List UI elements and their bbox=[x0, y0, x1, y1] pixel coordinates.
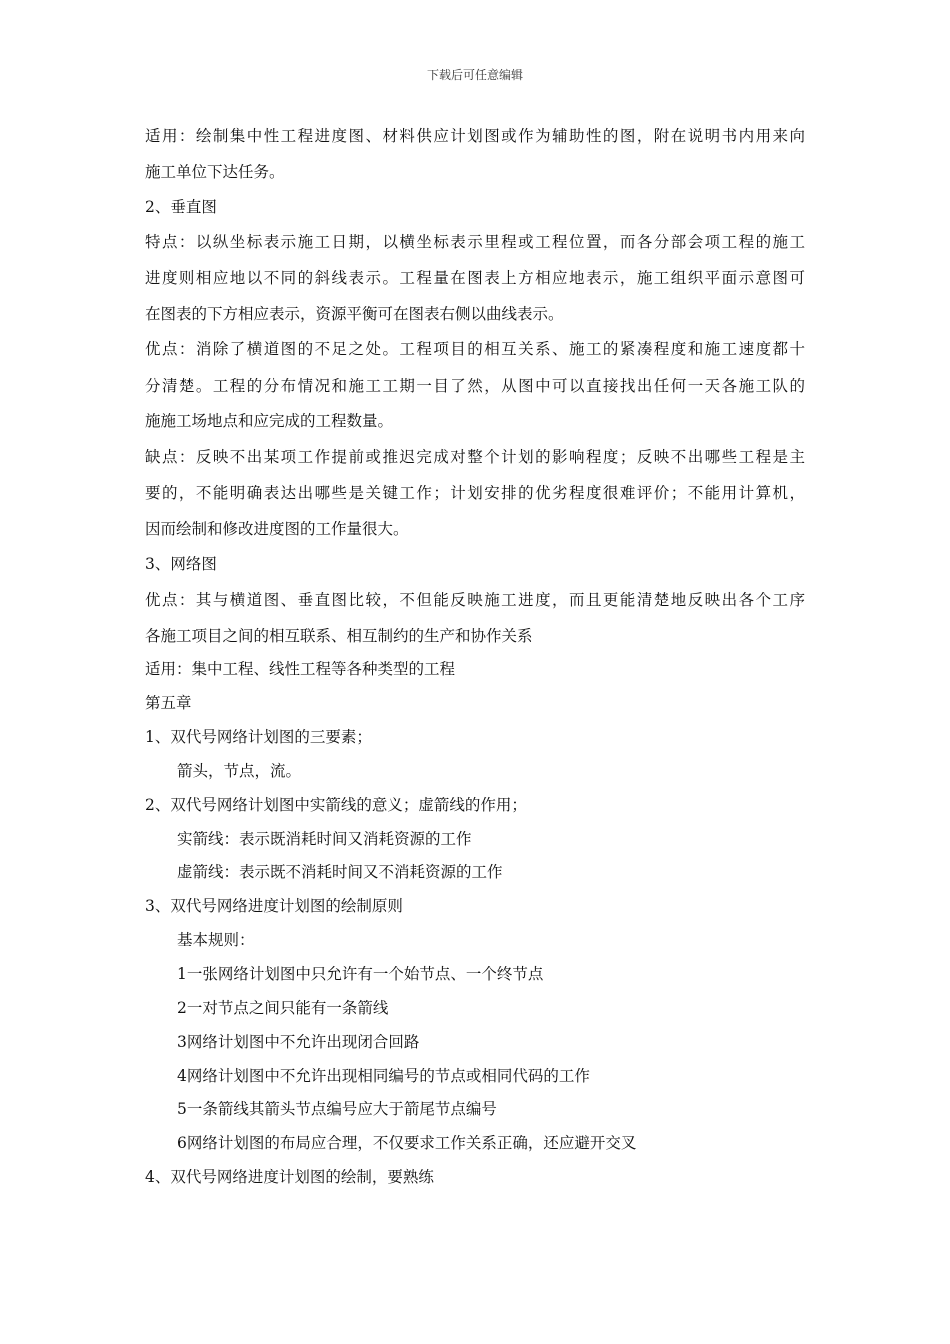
paragraph-line: 优点：消除了横道图的不足之处。工程项目的相互关系、施工的紧凑程度和施工速度都十 bbox=[145, 340, 805, 358]
answer-line: 虚箭线：表示既不消耗时间又不消耗资源的工作 bbox=[177, 863, 503, 881]
paragraph-line: 进度则相应地以不同的斜线表示。工程量在图表上方相应地表示，施工组织平面示意图可 bbox=[145, 269, 805, 287]
answer-line: 基本规则： bbox=[177, 931, 255, 949]
paragraph-line: 各施工项目之间的相互联系、相互制约的生产和协作关系 bbox=[145, 627, 533, 645]
rule-item: 5一条箭线其箭头节点编号应大于箭尾节点编号 bbox=[177, 1100, 497, 1118]
page-header: 下载后可任意编辑 bbox=[426, 68, 523, 82]
answer-line: 实箭线：表示既消耗时间又消耗资源的工作 bbox=[177, 830, 472, 848]
rule-item: 2一对节点之间只能有一条箭线 bbox=[177, 999, 389, 1017]
chapter-heading: 第五章 bbox=[145, 694, 192, 712]
paragraph-line: 缺点：反映不出某项工作提前或推迟完成对整个计划的影响程度；反映不出哪些工程是主 bbox=[145, 448, 805, 466]
paragraph-line: 适用：绘制集中性工程进度图、材料供应计划图或作为辅助性的图，附在说明书内用来向 bbox=[145, 127, 805, 145]
answer-line: 箭头，节点，流。 bbox=[177, 762, 302, 780]
paragraph-line: 要的，不能明确表达出哪些是关键工作；计划安排的优劣程度很难评价；不能用计算机， bbox=[145, 484, 805, 502]
paragraph-line: 施工单位下达任务。 bbox=[145, 163, 285, 181]
paragraph-line: 分清楚。工程的分布情况和施工工期一目了然，从图中可以直接找出任何一天各施工队的 bbox=[145, 377, 805, 395]
rule-item: 1一张网络计划图中只允许有一个始节点、一个终节点 bbox=[177, 965, 544, 983]
paragraph-line: 适用：集中工程、线性工程等各种类型的工程 bbox=[145, 660, 456, 678]
question-item: 4、双代号网络进度计划图的绘制，要熟练 bbox=[145, 1168, 434, 1186]
question-item: 2、双代号网络计划图中实箭线的意义；虚箭线的作用； bbox=[145, 796, 527, 814]
rule-item: 4网络计划图中不允许出现相同编号的节点或相同代码的工作 bbox=[177, 1067, 590, 1085]
paragraph-line: 在图表的下方相应表示，资源平衡可在图表右侧以曲线表示。 bbox=[145, 305, 564, 323]
question-item: 3、双代号网络进度计划图的绘制原则 bbox=[145, 897, 403, 915]
section-heading: 3、网络图 bbox=[145, 555, 217, 573]
paragraph-line: 特点：以纵坐标表示施工日期，以横坐标表示里程或工程位置，而各分部会项工程的施工 bbox=[145, 233, 805, 251]
paragraph-line: 优点：其与横道图、垂直图比较，不但能反映施工进度，而且更能清楚地反映出各个工序 bbox=[145, 591, 805, 609]
section-heading: 2、垂直图 bbox=[145, 198, 217, 216]
rule-item: 3网络计划图中不允许出现闭合回路 bbox=[177, 1033, 420, 1051]
paragraph-line: 因而绘制和修改进度图的工作量很大。 bbox=[145, 520, 409, 538]
rule-item: 6网络计划图的布局应合理，不仅要求工作关系正确，还应避开交叉 bbox=[177, 1134, 637, 1152]
question-item: 1、双代号网络计划图的三要素； bbox=[145, 728, 372, 746]
paragraph-line: 施施工场地点和应完成的工程数量。 bbox=[145, 412, 394, 430]
